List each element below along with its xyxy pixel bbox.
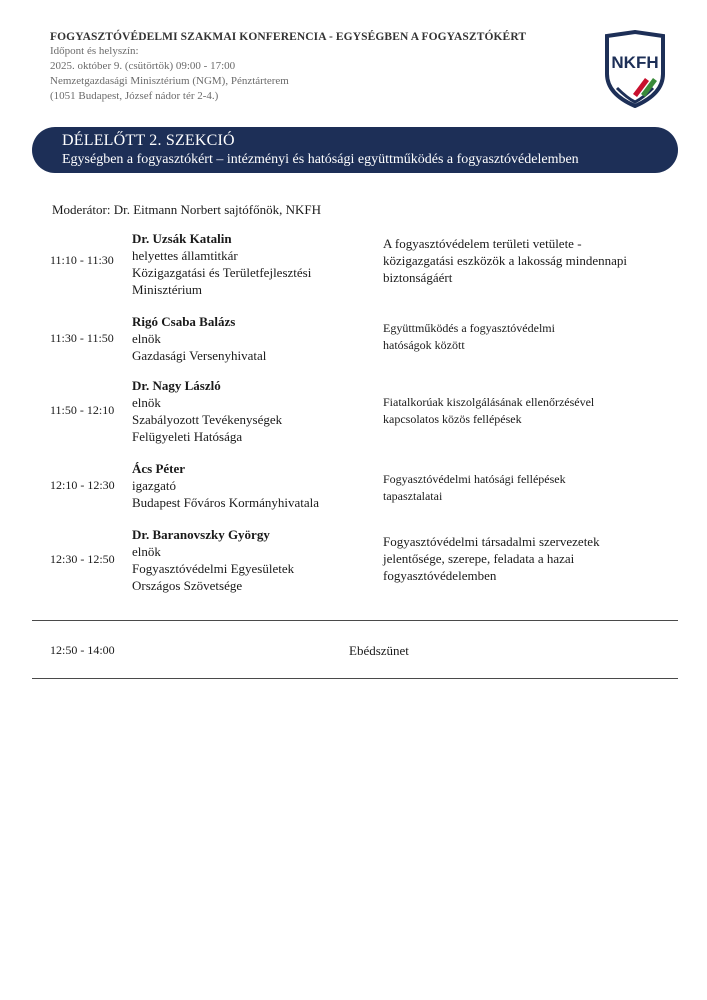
speaker-role-line: Felügyeleti Hatósága xyxy=(132,429,243,444)
speaker-role-line: Budapest Főváros Kormányhivatala xyxy=(132,495,320,510)
speaker-block xyxy=(132,460,319,511)
topic-line: fogyasztóvédelemben xyxy=(383,568,497,583)
speaker-role-line: Közigazgatási és Területfejlesztési xyxy=(132,265,312,280)
agenda-time: 12:10 - 12:30 xyxy=(50,478,115,492)
agenda-time: 11:10 - 11:30 xyxy=(50,253,114,267)
lunch-label: Ebédszünet xyxy=(349,643,409,658)
session-title: DÉLELŐTT 2. SZEKCIÓ xyxy=(62,132,235,149)
speaker-role-line: elnök xyxy=(132,331,161,346)
talk-topic xyxy=(383,394,673,428)
talk-topic xyxy=(383,533,673,584)
moderator-line: Moderátor: Dr. Eitmann Norbert sajtófőnök, NKFH xyxy=(52,202,321,217)
topic-line: biztonságáért xyxy=(383,270,453,285)
speaker-role-line: elnök xyxy=(132,544,161,559)
lunch-time: 12:50 - 14:00 xyxy=(50,643,115,657)
speaker-block xyxy=(132,230,311,298)
venue-name: Nemzetgazdasági Minisztérium (NGM), Pénztárterem xyxy=(50,75,289,87)
speaker-role-line: Fogyasztóvédelmi Egyesületek xyxy=(132,561,295,576)
conference-title: FOGYASZTÓVÉDELMI SZAKMAI KONFERENCIA - EGYSÉGBEN A FOGYASZTÓKÉRT xyxy=(50,31,527,43)
venue-address: (1051 Budapest, József nádor tér 2-4.) xyxy=(50,90,219,102)
speaker-role-line: helyettes államtitkár xyxy=(132,248,238,263)
speaker-name: Dr. Uzsák Katalin xyxy=(132,231,232,246)
logo-text: NKFH xyxy=(611,53,659,72)
speaker-name: Rigó Csaba Balázs xyxy=(132,314,236,329)
topic-line: jelentősége, szerepe, feladata a hazai xyxy=(383,551,575,566)
topic-line: kapcsolatos közös fellépések xyxy=(383,412,522,426)
event-date: 2025. október 9. (csütörtök) 09:00 - 17:00 xyxy=(50,60,236,72)
topic-line: A fogyasztóvédelem területi vetülete - xyxy=(383,236,582,251)
topic-line: tapasztalatai xyxy=(383,489,443,503)
speaker-block xyxy=(132,377,282,445)
agenda-time: 11:30 - 11:50 xyxy=(50,331,114,345)
divider-top xyxy=(32,620,678,621)
session-subtitle: Egységben a fogyasztókért – intézményi és hatósági együttműködés a fogyasztóvédelemben xyxy=(62,152,579,167)
nkfh-logo xyxy=(603,30,667,108)
topic-line: Fogyasztóvédelmi társadalmi szervezetek xyxy=(383,534,600,549)
speaker-block xyxy=(132,313,266,364)
talk-topic xyxy=(383,320,673,354)
speaker-role-line: Szabályozott Tevékenységek xyxy=(132,412,283,427)
venue-label: Időpont és helyszín: xyxy=(50,45,139,57)
topic-line: Fiatalkorúak kiszolgálásának ellenőrzésével xyxy=(383,395,595,409)
speaker-name: Ács Péter xyxy=(132,461,186,476)
agenda-time: 12:30 - 12:50 xyxy=(50,552,115,566)
speaker-name: Dr. Nagy László xyxy=(132,378,221,393)
talk-topic xyxy=(383,471,673,505)
speaker-block xyxy=(132,526,294,594)
topic-line: Együttműködés a fogyasztóvédelmi xyxy=(383,321,555,335)
session-banner xyxy=(32,127,678,173)
document-header xyxy=(50,30,610,104)
speaker-name: Dr. Baranovszky György xyxy=(132,527,270,542)
speaker-role-line: elnök xyxy=(132,395,161,410)
talk-topic xyxy=(383,235,673,286)
speaker-role-line: Gazdasági Versenyhivatal xyxy=(132,348,267,363)
speaker-role-line: Országos Szövetsége xyxy=(132,578,243,593)
agenda-time: 11:50 - 12:10 xyxy=(50,403,115,417)
speaker-role-line: Minisztérium xyxy=(132,282,203,297)
topic-line: közigazgatási eszközök a lakosság mindennapi xyxy=(383,253,628,268)
topic-line: hatóságok között xyxy=(383,338,465,352)
topic-line: Fogyasztóvédelmi hatósági fellépések xyxy=(383,472,566,486)
divider-bottom xyxy=(32,678,678,679)
speaker-role-line: igazgató xyxy=(132,478,177,493)
